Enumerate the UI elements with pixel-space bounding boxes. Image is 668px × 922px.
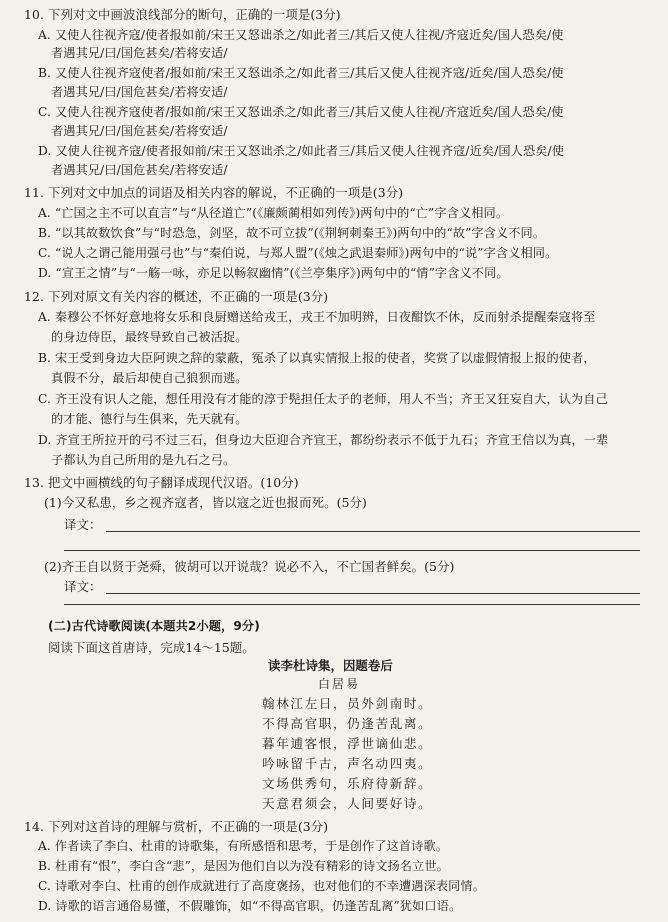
q13-answer-label-2: 译文：	[64, 579, 102, 594]
q10-option-a-line2: 者遇其兄/曰/国危甚矣/若将安适/	[51, 46, 228, 60]
poem-line-4: 吟咏留千古，声名动四夷。	[262, 756, 433, 771]
q11-option-c: C. “说人之谓己能用强弓也”与“秦伯说，与郑人盟”(《烛之武退秦师》)两句中的“说”字含义相同。	[38, 246, 558, 260]
q13-answer-line-1a[interactable]	[106, 531, 640, 532]
q10-option-b-line2: 者遇其兄/曰/国危甚矣/若将安适/	[51, 85, 228, 99]
poem-line-6: 天意君须会，人间要好诗。	[262, 796, 433, 811]
section-heading-poetry: (二)古代诗歌阅读(本题共2小题，9分)	[48, 619, 260, 633]
q10-option-c-line1: C. 又使人往视齐寇使者/报如前/宋王又怒诎杀之/如此者三/其后又使人往视/齐寇近矣/国人恐矣/使	[38, 105, 564, 119]
poem-line-2: 不得高官职，仍逢苦乱离。	[262, 716, 433, 731]
q12-option-a-line1: A. 秦穆公不怀好意地将女乐和良厨赠送给戎王，戎王不加明辨，日夜酣饮不休，反而射杀提醒秦寇将至	[38, 310, 596, 324]
q10-stem: 10. 下列对文中画波浪线部分的断句，正确的一项是(3分)	[24, 7, 341, 22]
q13-sentence-2: (2)齐王自以贤于尧舜，彼胡可以开说哉？说必不入，不亡国者鲜矣。(5分)	[44, 559, 455, 574]
q13-stem: 13. 把文中画横线的句子翻译成现代汉语。(10分)	[24, 475, 299, 490]
poem-line-5: 文场供秀句，乐府待新辞。	[262, 776, 433, 791]
q11-option-d: D. “宣王之情”与“一觞一咏，亦足以畅叙幽情”(《兰亭集序》)两句中的“情”字含义不同。	[38, 266, 509, 280]
q10-option-c-line2: 者遇其兄/曰/国危甚矣/若将安适/	[51, 124, 228, 138]
q12-option-b-line1: B. 宋王受到身边大臣阿谀之辞的蒙蔽，冤杀了以真实情报上报的使者，奖赏了以虚假情报上报的使者，	[38, 351, 596, 365]
q12-option-c-line2: 的才能、德行与生俱来，先天就有。	[51, 412, 248, 426]
q14-option-a: A. 作者读了李白、杜甫的诗歌集，有所感悟和思考，于是创作了这首诗歌。	[38, 839, 449, 853]
q13-answer-line-2a[interactable]	[106, 593, 640, 594]
q10-option-a-line1: A. 又使人往视齐寇/使者报如前/宋王又怒诎杀之/如此者三/其后又使人往视/齐寇近矣/国人恐矣/使	[38, 28, 564, 42]
poem-author: 白居易	[318, 677, 361, 691]
q14-option-c: C. 诗歌对李白、杜甫的创作成就进行了高度褒扬，也对他们的不幸遭遇深表同情。	[38, 879, 485, 893]
q14-option-b: B. 杜甫有“恨”，李白含“悲”，是因为他们自以为没有精彩的诗文扬名立世。	[38, 859, 449, 873]
q12-option-c-line1: C. 齐王没有识人之能，想任用没有才能的淳于髡担任太子的老师，用人不当；齐王又狂妄自大，认为自己	[38, 392, 608, 406]
poetry-intro: 阅读下面这首唐诗，完成14～15题。	[48, 640, 255, 655]
q13-sentence-1: (1)今又私患，乡之视齐寇者，皆以寇之近也报而死。(5分)	[44, 495, 367, 510]
q10-option-b-line1: B. 又使人往视齐寇使者/报如前/宋王又怒诎杀之/如此者三/其后又使人往视齐寇/近矣/国人恐矣/使	[38, 66, 564, 80]
q11-option-a: A. “亡国之主不可以直言”与“从径道亡”(《廉颇蔺相如列传》)两句中的“亡”字含义相同。	[38, 206, 509, 220]
q14-stem: 14. 下列对这首诗的理解与赏析，不正确的一项是(3分)	[24, 819, 329, 834]
q10-option-d-line1: D. 又使人往视齐寇/使者报如前/宋王又怒诎杀之/如此者三/其后又使人往视齐寇/近矣/国人恐矣/使	[38, 144, 565, 158]
q11-option-b: B. “以其故数饮食”与“时恐急，剑坚，故不可立拔”(《荆轲刺秦王》)两句中的“故”字含义不同。	[38, 226, 546, 240]
q13-answer-line-1b[interactable]	[64, 550, 640, 551]
q12-option-d-line2: 子都认为自己所用的是九石之弓。	[51, 453, 236, 467]
poem-title: 读李杜诗集，因题卷后	[268, 658, 393, 673]
q12-option-a-line2: 的身边侍臣，最终导致自己被活捉。	[51, 330, 248, 344]
q13-answer-label-1: 译文：	[64, 517, 102, 532]
q12-option-b-line2: 真假不分，最后却使自己狼狈而逃。	[51, 371, 248, 385]
q12-option-d-line1: D. 齐宣王所拉开的弓不过三石，但身边大臣迎合齐宣王，都纷纷表示不低于九石；齐宣王信以为真，一辈	[38, 433, 609, 447]
poem-line-3: 暮年逋客恨，浮世谪仙悲。	[262, 736, 433, 751]
q14-option-d: D. 诗歌的语言通俗易懂，不假雕饰，如“不得高官职，仍逢苦乱离”犹如口语。	[38, 899, 462, 913]
poem-line-1: 翰林江左日，员外剑南时。	[262, 696, 433, 711]
q13-answer-line-2b[interactable]	[64, 604, 640, 605]
q12-stem: 12. 下列对原文有关内容的概述，不正确的一项是(3分)	[24, 289, 329, 304]
q11-stem: 11. 下列对文中加点的词语及相关内容的解说，不正确的一项是(3分)	[24, 185, 404, 200]
q10-option-d-line2: 者遇其兄/曰/国危甚矣/若将安适/	[51, 163, 228, 177]
